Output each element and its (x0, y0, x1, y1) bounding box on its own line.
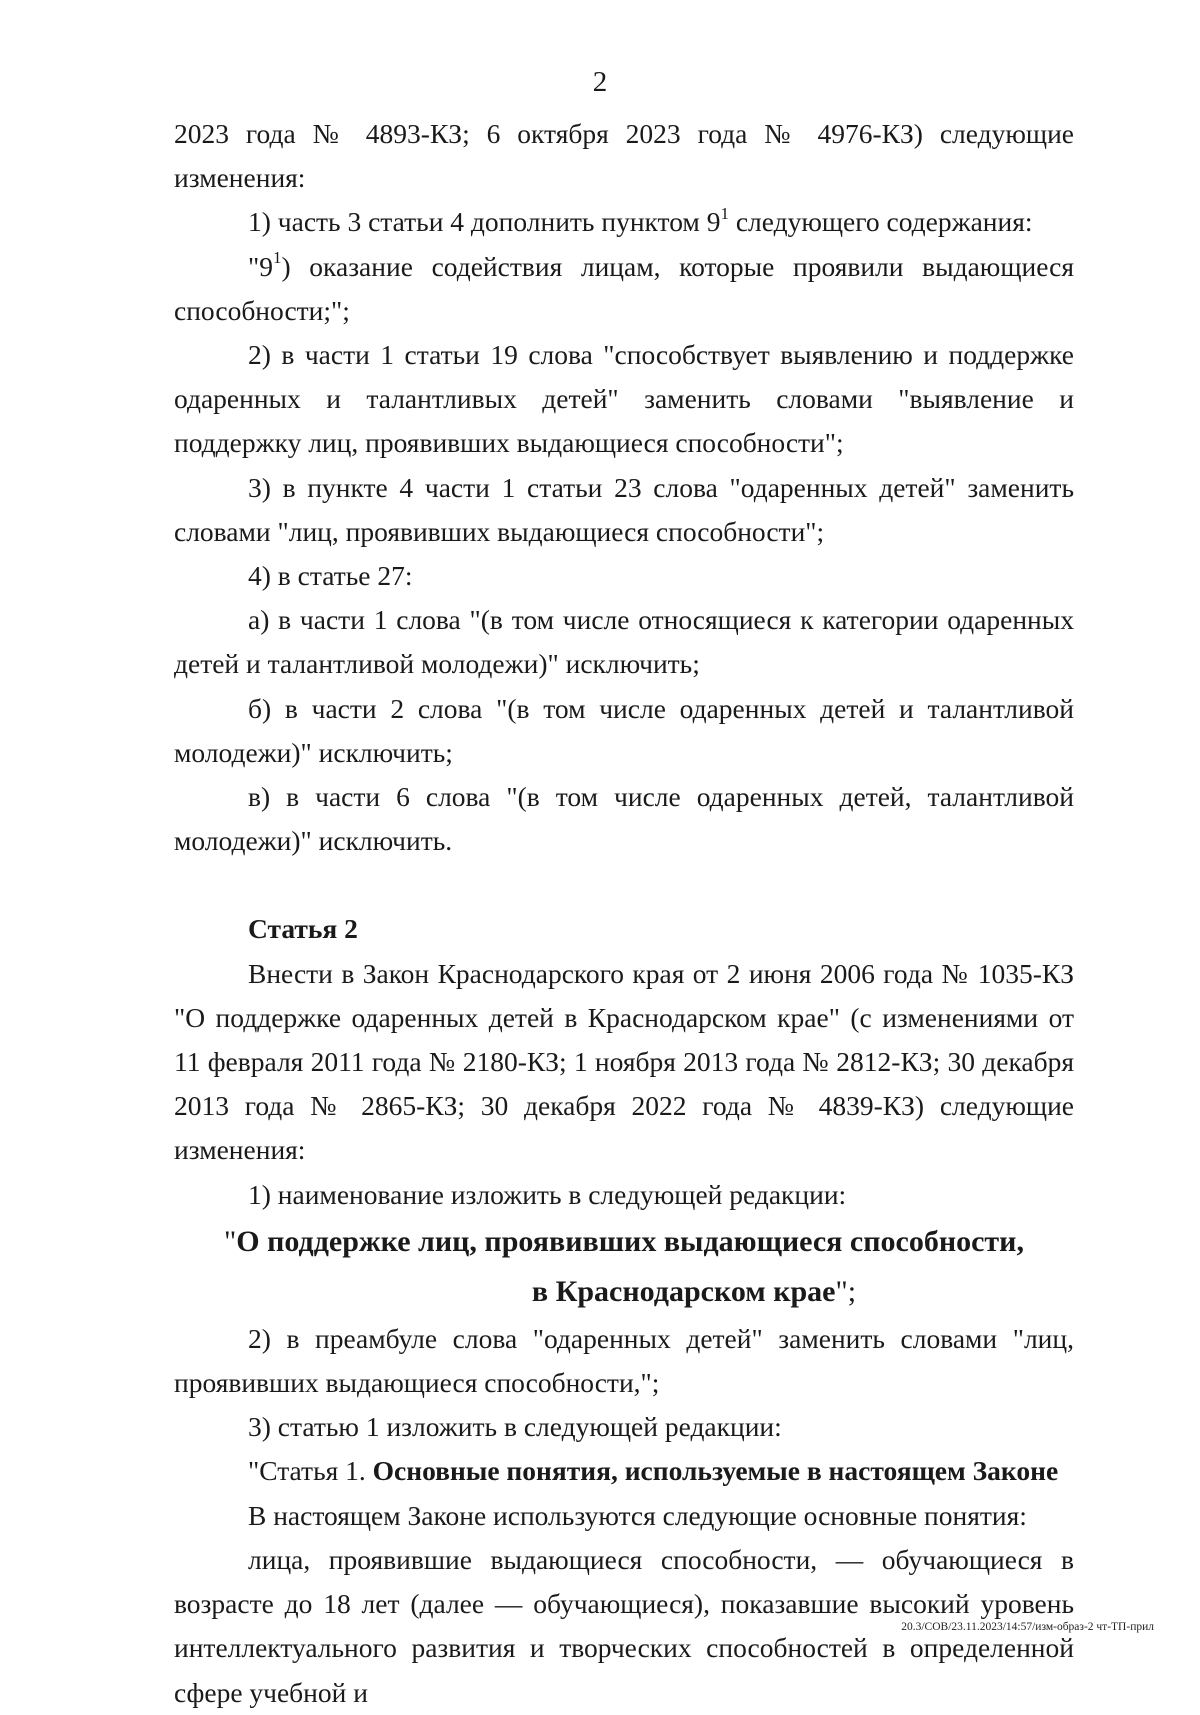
new-title-text: в Краснодарском крае (531, 1274, 836, 1308)
paragraph-text: следующего содержания: (728, 206, 1033, 238)
paragraph: 2) в части 1 статьи 19 слова "способствует выявлению и поддержке одаренных и талантливых детей" заменить словами "выявление и поддержку лиц, проявивших выдающиеся способности"; (174, 339, 1074, 459)
paragraph-text: 1) часть 3 статьи 4 дополнить пунктом 9 (248, 206, 721, 238)
paragraph: 3) в пункте 4 части 1 статьи 23 слова "одаренных детей" заменить словами "лиц, проявивших выдающиеся способности"; (174, 471, 1074, 547)
paragraph: 2023 года № 4893-КЗ; 6 октября 2023 года № 4976-КЗ) следующие изменения: (174, 118, 1074, 194)
page-number: 2 (592, 66, 608, 98)
paragraph: Внести в Закон Краснодарского края от 2 июня 2006 года № 1035-КЗ "О поддержке одаренных детей в Краснодарском крае" (с изменениями от 11 февраля 2011 года № 2180-КЗ; 1 ноября 2013 года № 2812-КЗ; 30 декабря 2013 года № 2865-КЗ; 30 декабря 2022 года № 4839-КЗ) следующие изменения: (174, 957, 1074, 1166)
paragraph: 3) статью 1 изложить в следующей редакции: (248, 1411, 782, 1443)
paragraph: б) в части 2 слова "(в том числе одаренных детей и талантливой молодежи)" исключить; (174, 692, 1074, 768)
paragraph (174, 245, 1074, 333)
new-title-line-1 (174, 1217, 1074, 1267)
superscript: 1 (272, 248, 282, 268)
article-1-title: Основные понятия, используемые в настоящем Законе (372, 1455, 1059, 1487)
quote-mark: " (224, 1224, 237, 1258)
paragraph: 4) в статье 27: (248, 560, 413, 592)
paragraph: лица, проявившие выдающиеся способности, — обучающиеся в возрасте до 18 лет (далее — обучающиеся), показавшие высокий уровень интеллектуального развития и творческих способностей в определенной сфере учебной и (174, 1543, 1074, 1708)
article-heading: Статья 2 (248, 913, 358, 945)
paragraph (174, 1449, 1074, 1493)
paragraph: В настоящем Законе используются следующие основные понятия: (248, 1499, 1027, 1531)
paragraph-text: "9 (248, 250, 273, 282)
new-title-line-2 (174, 1267, 1074, 1317)
article-1-prefix: "Статья 1. (248, 1455, 373, 1487)
paragraph: в) в части 6 слова "(в том числе одаренных детей, талантливой молодежи)" исключить. (174, 781, 1074, 857)
document-footer-code: 20.3/СОВ/23.11.2023/14:57/изм-образ-2 чт-ТП-прил (901, 1621, 1154, 1633)
paragraph: 2) в преамбуле слова "одаренных детей" заменить словами "лиц, проявивших выдающиеся способности,"; (174, 1322, 1074, 1399)
quote-mark: "; (835, 1274, 857, 1308)
document-body (174, 112, 1074, 1715)
paragraph: 1) наименование изложить в следующей редакции: (248, 1178, 847, 1210)
paragraph (174, 200, 1074, 244)
paragraph-text: ) оказание содействия лицам, которые проявили выдающиеся способности;"; (174, 250, 1074, 326)
paragraph: а) в части 1 слова "(в том числе относящиеся к категории одаренных детей и талантливой молодежи)" исключить; (174, 604, 1074, 680)
new-title-text: О поддержке лиц, проявивших выдающиеся способности, (236, 1224, 1024, 1258)
superscript: 1 (720, 204, 729, 224)
